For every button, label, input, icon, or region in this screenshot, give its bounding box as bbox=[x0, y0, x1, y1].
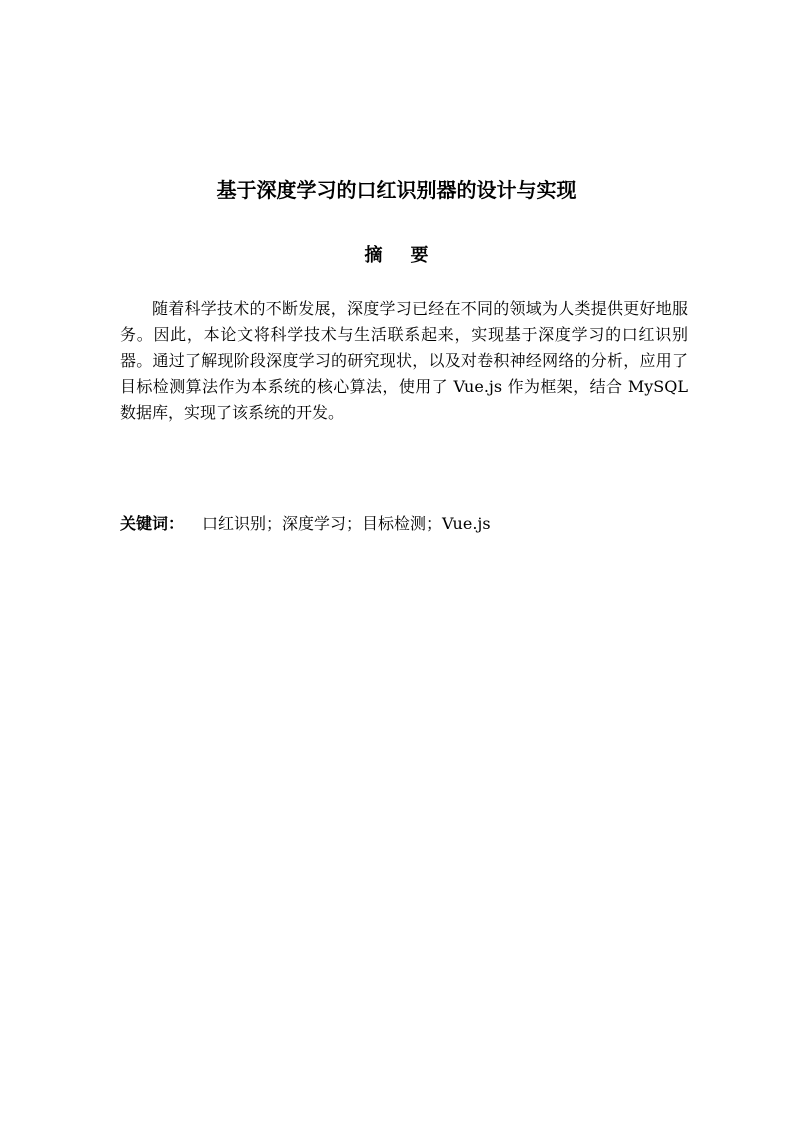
keywords-value: 口红识别；深度学习；目标检测；Vue.js bbox=[202, 514, 491, 533]
abstract-heading: 摘要 bbox=[364, 245, 457, 266]
abstract-body: 随着科学技术的不断发展，深度学习已经在不同的领域为人类提供更好地服务。因此，本论文将科学技术与生活联系起来，实现基于深度学习的口红识别器。通过了解现阶段深度学习的研究现状，以及对卷积神经网络的分析，应用了目标检测算法作为本系统的核心算法，使用了 Vue.js 作为框架，结合 MySQL 数据库，实现了该系统的开发。 bbox=[120, 299, 688, 422]
paper-title: 基于深度学习的口红识别器的设计与实现 bbox=[216, 178, 577, 202]
keywords-line bbox=[120, 511, 688, 537]
keywords-label: 关键词： bbox=[120, 514, 185, 533]
